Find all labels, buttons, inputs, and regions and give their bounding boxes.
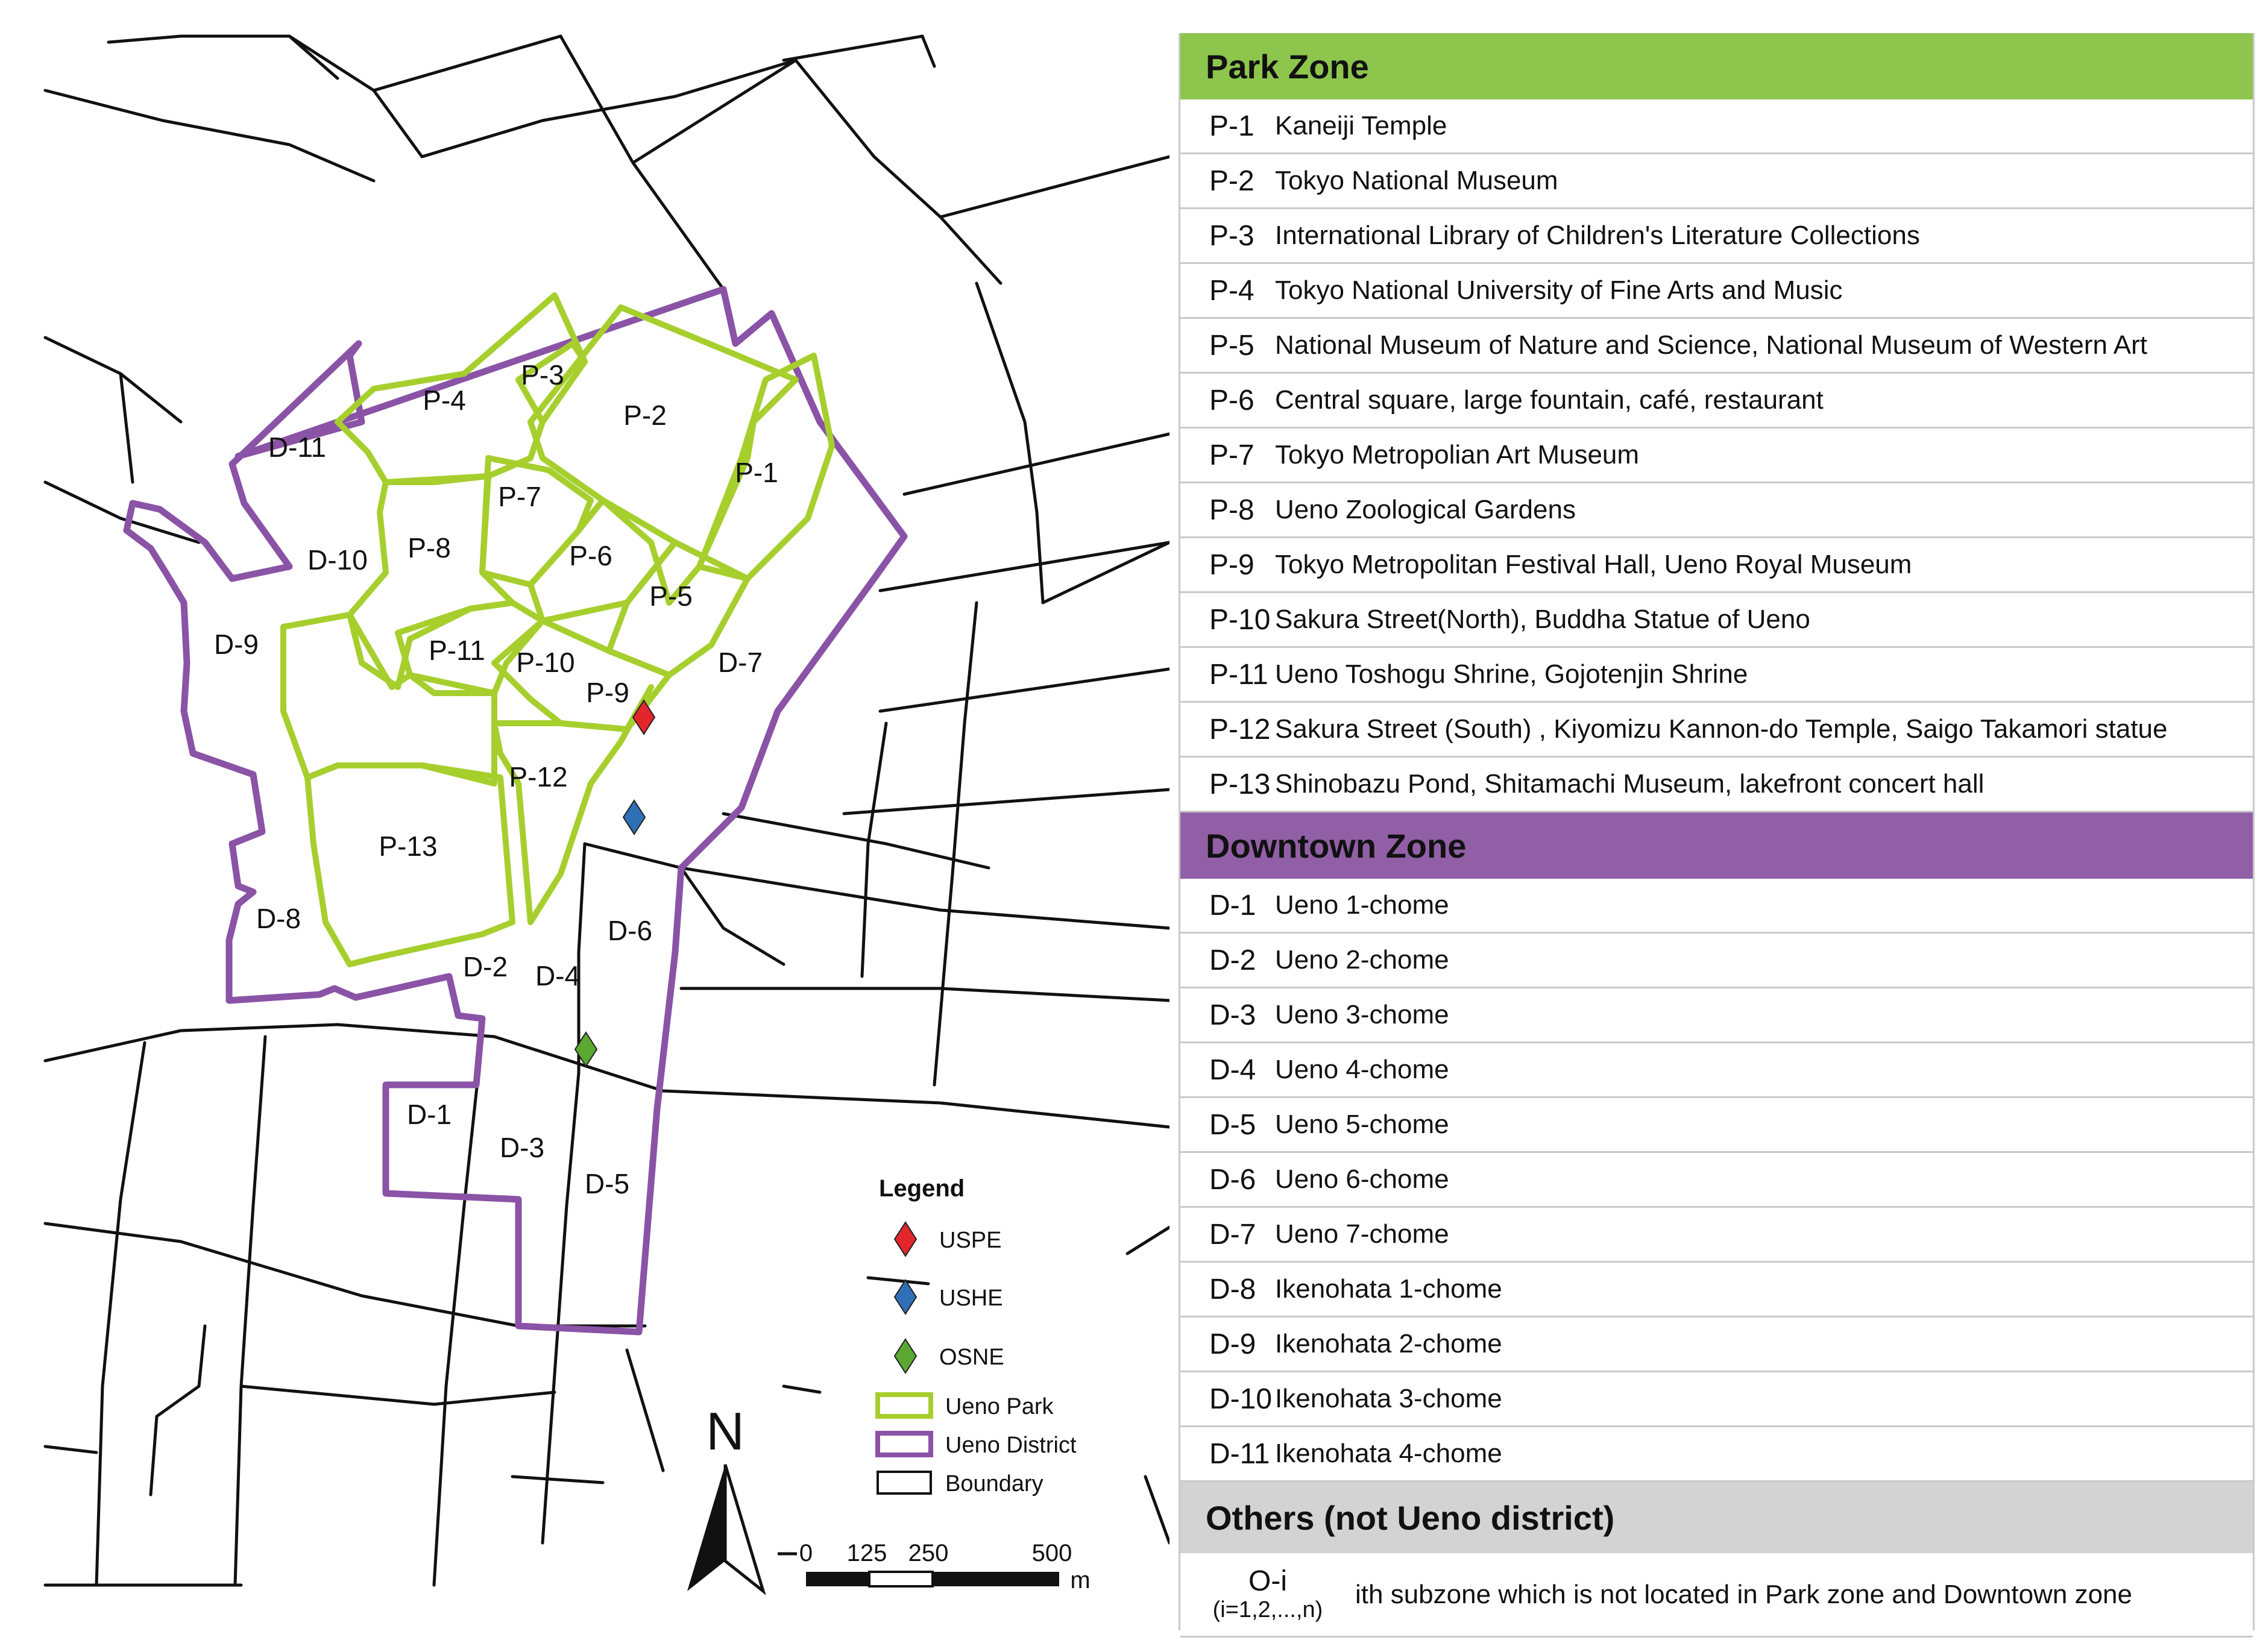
park-zone-row <box>1180 429 2253 483</box>
map-label-d11: D-11 <box>268 432 327 463</box>
ueno-district-boundary <box>127 289 904 1332</box>
green-diamond-icon <box>895 1339 916 1373</box>
park-zone-code: P-8 <box>1209 494 1254 526</box>
purple-outline-box-icon <box>878 1433 931 1455</box>
park-zone-name: Sakura Street (South) , Kiyomizu Kannon-do Temple, Saigo Takamori statue <box>1275 714 2168 744</box>
park-zone-name: Ueno Toshogu Shrine, Gojotenjin Shrine <box>1275 659 1748 689</box>
downtown-zone-code: D-1 <box>1209 889 1256 922</box>
uspe-marker <box>633 700 655 734</box>
park-zone-code: P-9 <box>1209 548 1254 581</box>
park-zone-name: Tokyo Metropolian Art Museum <box>1275 440 1640 470</box>
downtown-zone-row <box>1180 1427 2253 1482</box>
park-zone-row <box>1180 538 2253 593</box>
north-arrow-right-half <box>725 1465 763 1591</box>
map-label-p2: P-2 <box>623 400 667 431</box>
park-zone-code: P-12 <box>1209 713 1271 746</box>
downtown-zone-name: Ikenohata 1-chome <box>1275 1274 1502 1304</box>
scale-bar-segment-2 <box>869 1572 933 1586</box>
ushe-marker <box>623 800 645 834</box>
downtown-zone-row <box>1180 1098 2253 1153</box>
downtown-zone-row <box>1180 1043 2253 1098</box>
park-zone-code: P-6 <box>1209 384 1254 416</box>
downtown-zone-name: Ikenohata 4-chome <box>1275 1439 1502 1468</box>
downtown-zone-code: D-10 <box>1209 1383 1273 1415</box>
downtown-zone-code: D-7 <box>1209 1218 1256 1251</box>
scale-tick-250: 250 <box>908 1540 949 1566</box>
downtown-zone-row <box>1180 1208 2253 1263</box>
park-zone-code: P-11 <box>1209 658 1268 691</box>
park-zone-row <box>1180 264 2253 319</box>
others-description: ith subzone which is not located in Park zone and Downtown zone <box>1355 1579 2132 1609</box>
park-zone-name: Sakura Street(North), Buddha Statue of Ueno <box>1275 605 1810 634</box>
legend-label-uspe: USPE <box>939 1228 1002 1253</box>
ueno-park-polygons <box>283 295 832 964</box>
downtown-zone-name: Ueno 2-chome <box>1275 945 1449 975</box>
scale-bar-segment-3 <box>933 1572 1059 1586</box>
park-zone-row <box>1180 154 2253 209</box>
park-zone-name: Tokyo Metropolitan Festival Hall, Ueno Royal Museum <box>1275 550 1912 579</box>
scale-tick-500: 500 <box>1031 1540 1072 1566</box>
downtown-zone-row <box>1180 1263 2253 1318</box>
downtown-zone-row <box>1180 1318 2253 1372</box>
zone-table <box>1179 33 2255 1630</box>
park-zone-row <box>1180 703 2253 758</box>
map-label-d10: D-10 <box>307 544 368 576</box>
downtown-zone-name: Ueno 7-chome <box>1275 1219 1449 1249</box>
legend-title: Legend <box>879 1175 965 1202</box>
scale-bar <box>778 1540 1091 1594</box>
downtown-zone-name: Ueno 1-chome <box>1275 890 1449 920</box>
downtown-zone-code: D-3 <box>1209 999 1256 1031</box>
downtown-zone-name: Ueno 5-chome <box>1275 1110 1449 1139</box>
north-label: N <box>706 1401 744 1461</box>
map-label-p11: P-11 <box>429 635 485 666</box>
park-zone-row <box>1180 209 2253 264</box>
downtown-zone-row <box>1180 988 2253 1043</box>
downtown-zone-code: D-6 <box>1209 1163 1256 1196</box>
map-label-d6: D-6 <box>607 915 653 946</box>
park-zone-row <box>1180 648 2253 703</box>
park-zone-name: Central square, large fountain, café, restaurant <box>1275 385 1824 415</box>
park-zone-header: Park Zone <box>1180 33 2253 99</box>
map-label-d4: D-4 <box>535 960 581 991</box>
scale-unit: m <box>1070 1567 1091 1594</box>
map-legend <box>878 1175 1077 1497</box>
downtown-zone-code: D-5 <box>1209 1108 1256 1141</box>
park-zone-name: Tokyo National Museum <box>1275 166 1558 195</box>
downtown-zone-row <box>1180 934 2253 988</box>
map-label-p6: P-6 <box>569 540 612 571</box>
map-label-d5: D-5 <box>584 1168 630 1199</box>
park-zone-name: Kaneiji Temple <box>1275 111 1447 140</box>
downtown-zone-name: Ueno 6-chome <box>1275 1164 1449 1194</box>
park-zone-row <box>1180 374 2253 429</box>
map-label-d2: D-2 <box>462 951 508 982</box>
legend-label-ushe: USHE <box>939 1286 1003 1311</box>
downtown-zone-code: D-9 <box>1209 1328 1256 1360</box>
downtown-zone-name: Ueno 4-chome <box>1275 1055 1449 1084</box>
park-zone-row <box>1180 483 2253 538</box>
map-label-p4: P-4 <box>423 385 466 416</box>
park-zone-row <box>1180 593 2253 648</box>
downtown-zone-name: Ikenohata 2-chome <box>1275 1329 1502 1358</box>
downtown-zone-code: D-11 <box>1209 1437 1270 1470</box>
others-code-main: O-i <box>1248 1565 1287 1598</box>
scale-tick-125: 125 <box>846 1540 887 1566</box>
legend-label-boundary: Boundary <box>945 1471 1043 1497</box>
legend-label-ueno-park: Ueno Park <box>945 1394 1054 1419</box>
downtown-zone-row <box>1180 1153 2253 1208</box>
north-arrow-icon <box>687 1465 725 1591</box>
park-zone-code: P-7 <box>1209 439 1254 471</box>
park-zone-code: P-4 <box>1209 274 1254 307</box>
park-zone-name: National Museum of Nature and Science, National Museum of Western Art <box>1275 330 2147 360</box>
green-outline-box-icon <box>878 1395 931 1416</box>
park-zone-rows <box>1180 99 2253 812</box>
map-label-p10: P-10 <box>516 647 575 678</box>
others-row <box>1180 1553 2253 1638</box>
map-label-p5: P-5 <box>649 580 693 612</box>
others-code <box>1180 1566 1355 1623</box>
map-label-d1: D-1 <box>406 1099 452 1130</box>
park-zone-code: P-13 <box>1209 768 1271 800</box>
park-zone-name: Ueno Zoological Gardens <box>1275 495 1576 524</box>
map-label-p12: P-12 <box>509 761 568 793</box>
map-label-d9: D-9 <box>213 629 259 660</box>
legend-label-osne: OSNE <box>939 1345 1004 1370</box>
red-diamond-icon <box>895 1222 916 1256</box>
park-zone-row <box>1180 758 2253 812</box>
legend-label-ueno-district: Ueno District <box>945 1433 1077 1458</box>
map-label-d8: D-8 <box>256 903 301 934</box>
park-zone-row <box>1180 99 2253 154</box>
map-label-p7: P-7 <box>498 481 541 512</box>
park-zone-code: P-3 <box>1209 219 1254 252</box>
downtown-zone-rows <box>1180 879 2253 1482</box>
others-code-sub: (i=1,2,...,n) <box>1212 1597 1323 1622</box>
black-outline-box-icon <box>878 1472 931 1493</box>
downtown-zone-row <box>1180 1372 2253 1427</box>
blue-diamond-icon <box>895 1280 916 1314</box>
downtown-zone-name: Ueno 3-chome <box>1275 1000 1449 1029</box>
park-zone-name: Shinobazu Pond, Shitamachi Museum, lakefront concert hall <box>1275 769 1985 799</box>
others-zone-header: Others (not Ueno district) <box>1180 1482 2253 1553</box>
north-arrow <box>687 1401 763 1591</box>
downtown-zone-code: D-2 <box>1209 944 1256 976</box>
map-label-p9: P-9 <box>586 677 629 708</box>
downtown-zone-code: D-4 <box>1209 1054 1256 1086</box>
map-label-p1: P-1 <box>735 457 778 488</box>
map-label-p8: P-8 <box>408 532 451 564</box>
map-label-d3: D-3 <box>499 1132 545 1163</box>
map-label-p13: P-13 <box>379 831 438 862</box>
map-label-p3: P-3 <box>521 359 564 391</box>
downtown-zone-name: Ikenohata 3-chome <box>1275 1384 1502 1413</box>
park-zone-code: P-10 <box>1209 603 1271 636</box>
map-label-d7: D-7 <box>717 647 763 678</box>
park-zone-code: P-2 <box>1209 165 1254 197</box>
park-zone-name: International Library of Children's Literature Collections <box>1275 221 1920 250</box>
park-zone-code: P-5 <box>1209 329 1254 362</box>
park-zone-name: Tokyo National University of Fine Arts and Music <box>1275 275 1843 305</box>
downtown-zone-code: D-8 <box>1209 1273 1256 1305</box>
scale-bar-segment-1 <box>806 1572 869 1586</box>
scale-tick-0: 0 <box>799 1540 813 1566</box>
park-zone-code: P-1 <box>1209 110 1254 142</box>
park-zone-row <box>1180 319 2253 374</box>
downtown-zone-header: Downtown Zone <box>1180 812 2253 879</box>
downtown-zone-row <box>1180 879 2253 934</box>
